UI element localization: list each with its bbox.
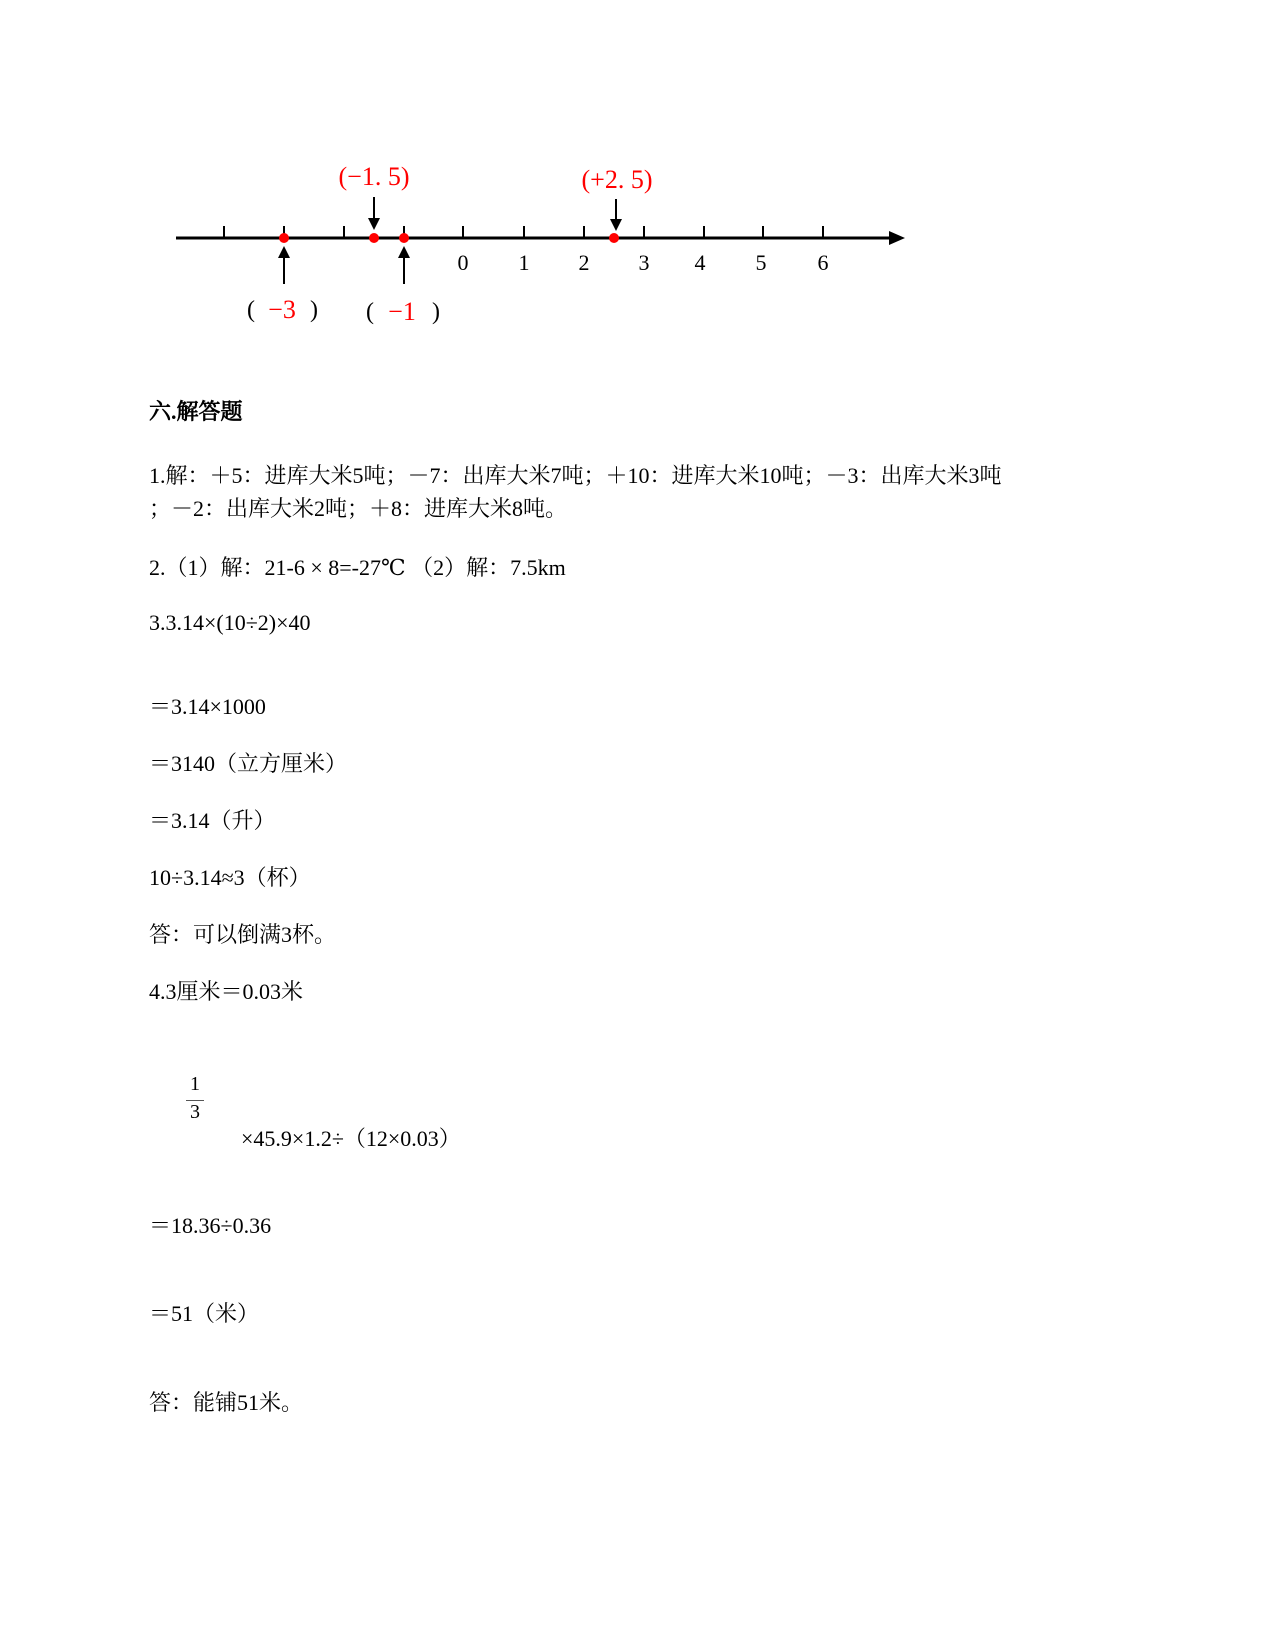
tick-label-2: 2 (578, 250, 590, 275)
q3-answer: 答：可以倒满3杯。 (149, 922, 337, 947)
q3-line-2: ＝3.14×1000 (149, 694, 266, 719)
arrow-up-icon (398, 246, 410, 284)
section-title: 六.解答题 (149, 399, 243, 424)
tick-label-6: 6 (817, 250, 829, 275)
q3-line-1: 3.3.14×(10÷2)×40 (149, 610, 311, 635)
q4-line-4: ＝51（米） (149, 1301, 260, 1326)
fraction-numerator: 1 (190, 1073, 200, 1095)
q3-line-3: ＝3140（立方厘米） (149, 751, 348, 776)
axis-arrowhead (889, 231, 905, 245)
fraction-denominator: 3 (190, 1101, 200, 1123)
arrow-down-icon (610, 199, 622, 231)
point-pos-2-5 (609, 233, 619, 243)
arrow-down-icon (368, 197, 380, 230)
q4-line-3: ＝18.36÷0.36 (149, 1213, 272, 1238)
tick-label-3: 3 (638, 250, 650, 275)
answer-label-pos-2-5: (+2. 5) (581, 165, 653, 194)
paren-close: ) (310, 297, 318, 323)
q2-line: 2.（1）解：21-6 × 8=-27℃ （2）解：7.5km (149, 555, 566, 580)
tick-label-1: 1 (518, 250, 530, 275)
answer-label-neg-1-5: (−1. 5) (338, 162, 410, 191)
tick-label-4: 4 (694, 250, 706, 275)
answer-label-neg-3: −3 (268, 295, 296, 324)
point-neg-1 (399, 233, 409, 243)
answer-label-neg-1: −1 (388, 297, 416, 326)
arrow-up-icon (278, 246, 290, 284)
q4-line-1: 4.3厘米＝0.03米 (149, 979, 304, 1004)
paren-close: ) (432, 299, 440, 325)
tick-label-5: 5 (755, 250, 767, 275)
q3-line-5: 10÷3.14≈3（杯） (149, 865, 311, 890)
number-line-figure (0, 0, 1275, 340)
q4-answer: 答：能铺51米。 (149, 1390, 304, 1415)
point-neg-1-5 (369, 233, 379, 243)
point-neg-3 (279, 233, 289, 243)
paren-open: ( (366, 299, 374, 325)
axis-ticks (224, 226, 823, 238)
tick-label-0: 0 (457, 250, 469, 275)
q4-line-2: ×45.9×1.2÷（12×0.03） (241, 1126, 461, 1151)
q3-line-4: ＝3.14（升） (149, 808, 276, 833)
q1-line-1: 1.解：＋5：进库大米5吨；－7：出库大米7吨；＋10：进库大米10吨；－3：出库大米3吨 (149, 463, 1002, 488)
q1-line-2: ；－2：出库大米2吨；＋8：进库大米8吨。 (149, 496, 568, 521)
paren-open: ( (247, 297, 255, 323)
